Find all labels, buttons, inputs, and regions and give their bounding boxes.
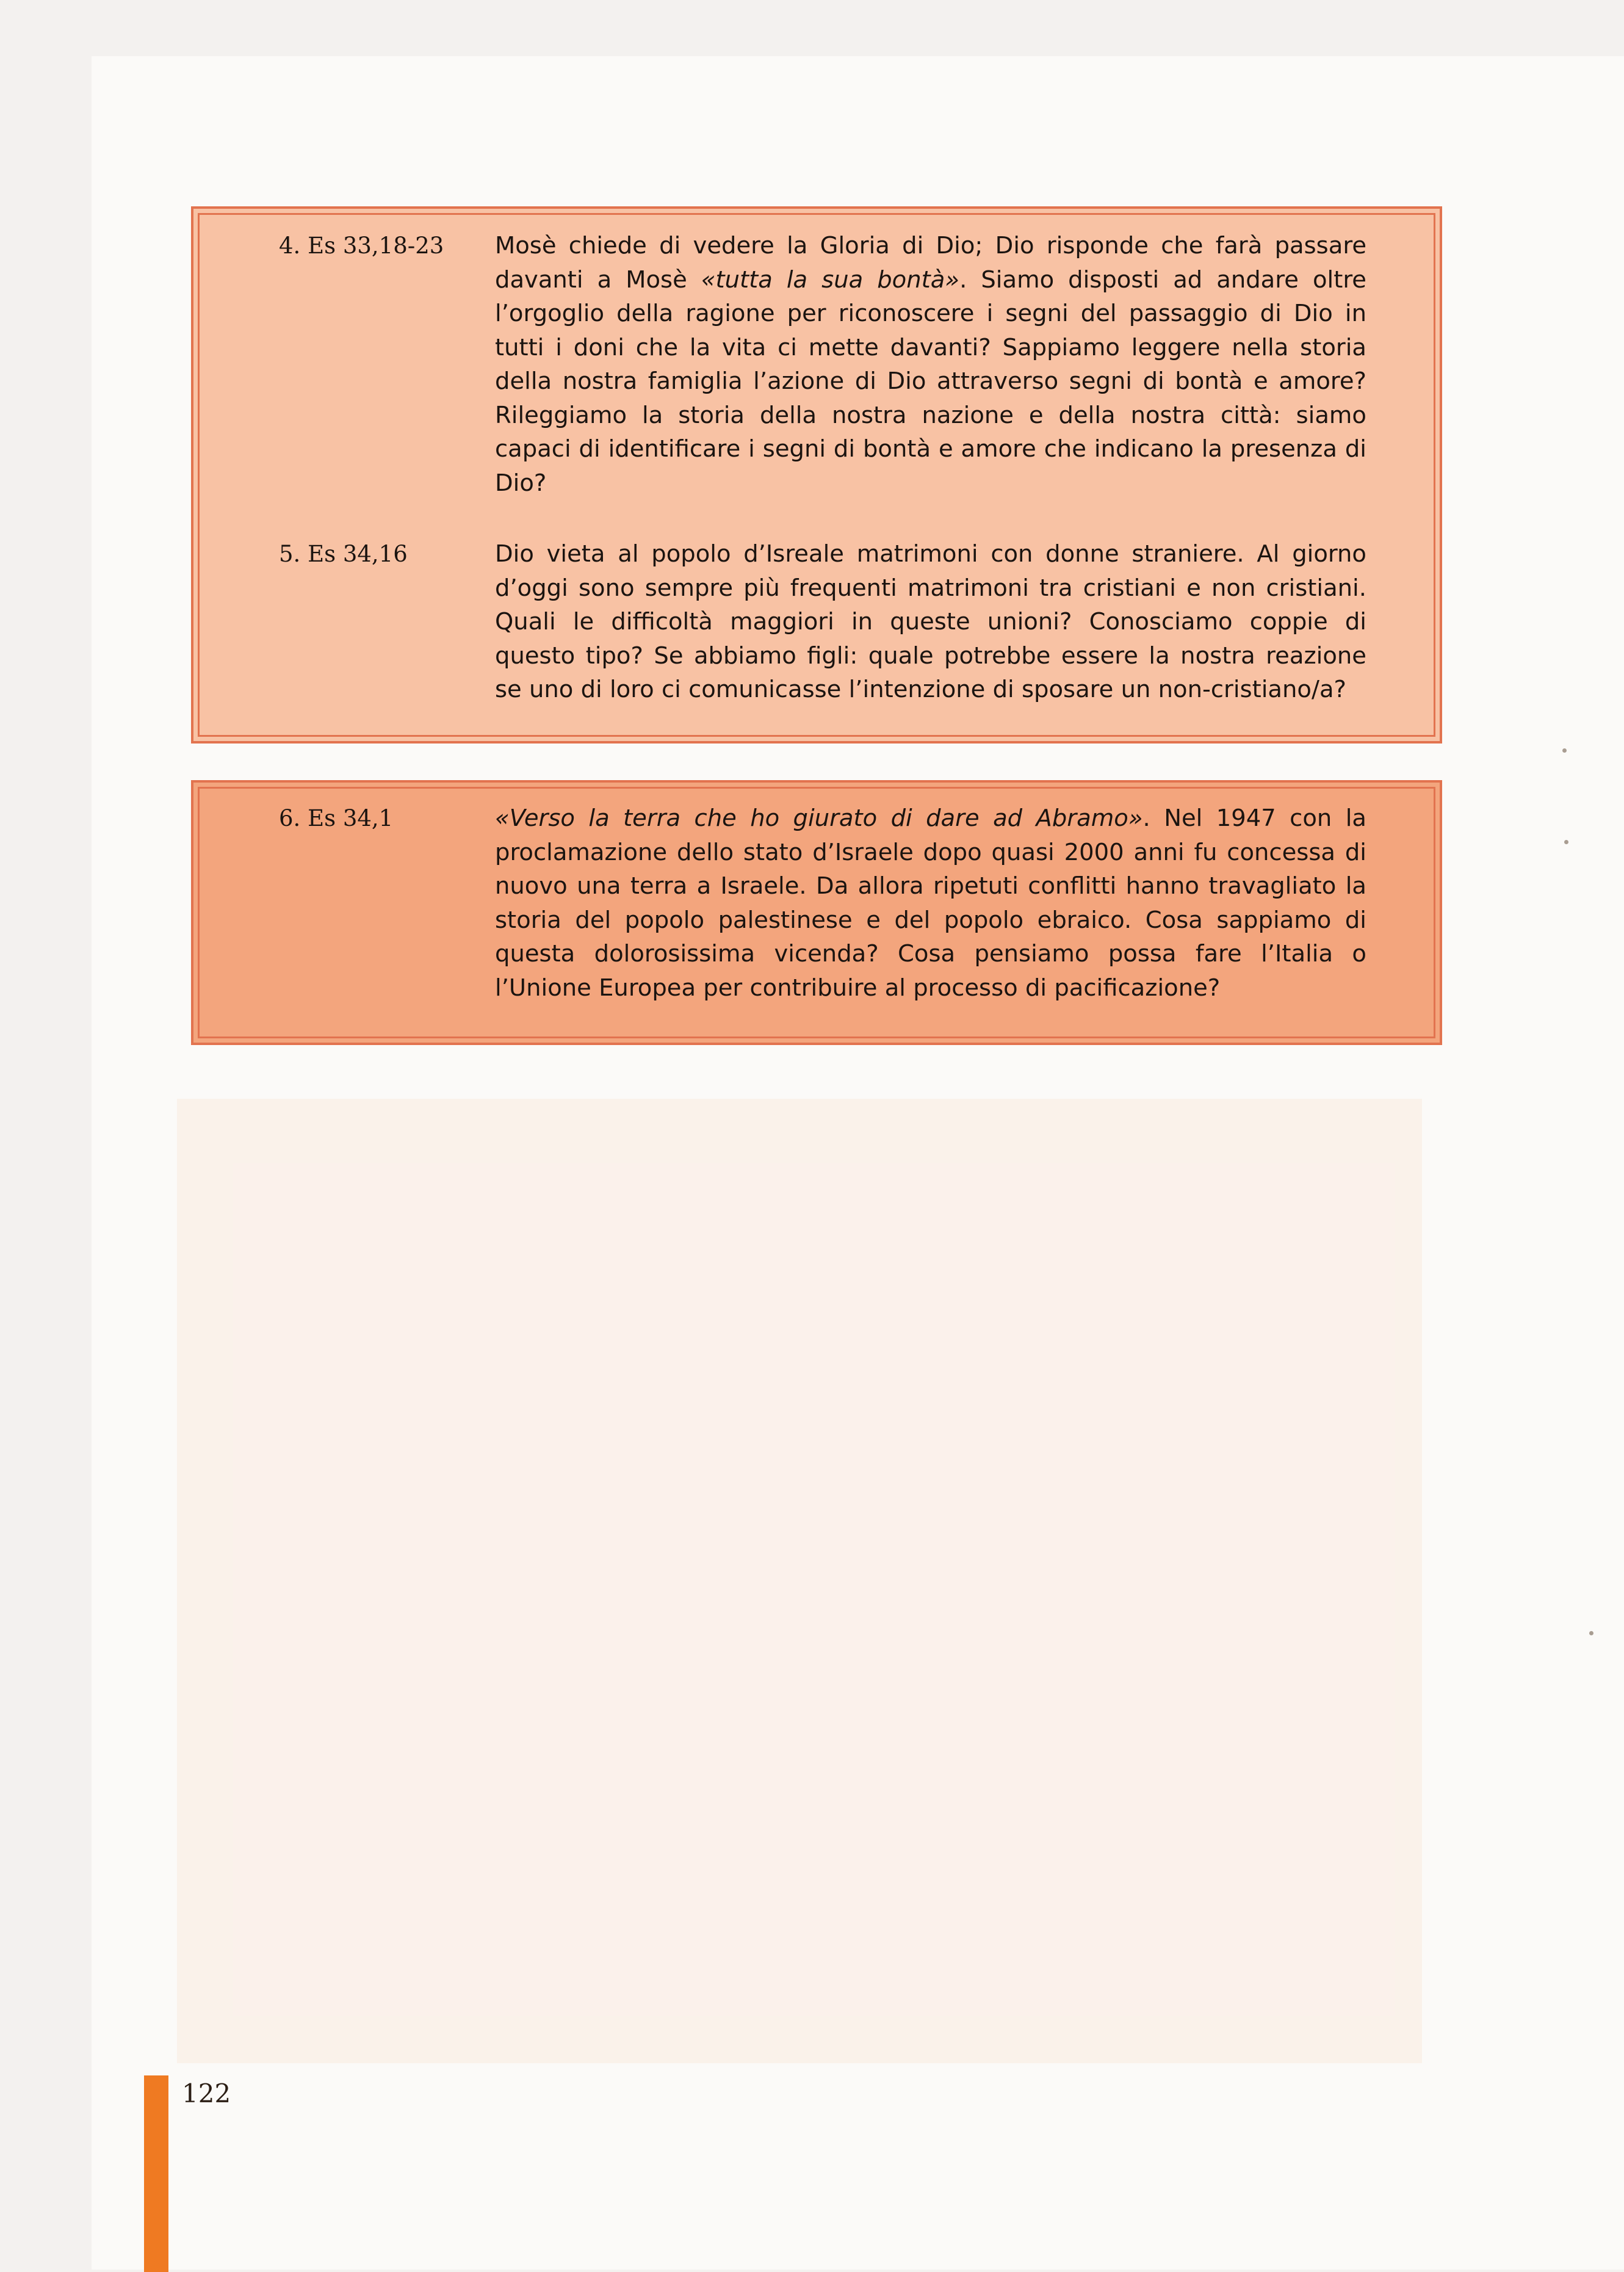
entry-text-part: Mosè chiede di vedere la Gloria di Dio; Dio risponde che farà passare davanti a Mosè bbox=[495, 232, 1366, 294]
entry-text: Dio vieta al popolo d’Isreale matrimoni con donne straniere. Al giorno d’oggi sono sempre più frequenti matrimoni tra cristiani e non cristiani. Quali le difficoltà maggiori in queste unioni? Conosciamo coppie di questo tipo? Se abbiamo figli: quale potrebbe essere la nostra reazione se uno di loro ci comunicasse l’intenzione di sposare un non-cristiano/a? bbox=[495, 540, 1366, 703]
page-number: 122 bbox=[182, 2078, 231, 2108]
reflection-panel-bottom bbox=[191, 780, 1442, 1045]
entry-text-part: . Nel 1947 con la proclamazione dello stato d’Israele dopo quasi 2000 anni fu concessa di nuovo una terra a Israele. Da allora ripetuti conflitti hanno travagliato la storia del popolo palestinese e del popolo ebraico. Cosa sappiamo di questa dolorosissima vicenda? Cosa pensiamo possa fare l’Italia o l’Unione Europea per contribuire al processo di pacificazione? bbox=[495, 805, 1367, 1002]
scan-speck bbox=[1589, 1631, 1593, 1635]
show-through-shade bbox=[177, 1099, 1422, 2063]
scan-speck bbox=[1562, 748, 1567, 753]
entry-quote: «tutta la sua bontà» bbox=[701, 266, 960, 294]
entry-es-34-1 bbox=[279, 801, 1366, 1005]
entry-es-33 bbox=[279, 229, 1366, 500]
entry-quote: «Verso la terra che ho giurato di dare ad Abramo» bbox=[495, 805, 1143, 832]
entry-reference: 4. Es 33,18-23 bbox=[279, 233, 444, 259]
entry-text-part: . Siamo disposti ad andare oltre l’orgoglio della ragione per riconoscere i segni del passaggio di Dio in tutti i doni che la vita ci mette davanti? Sappiamo leggere nella storia della nostra famiglia l’azione di Dio attraverso segni di bontà e amore? Rileggiamo la storia della nostra nazione e della nostra città: siamo capaci di identificare i segni di bontà e amore che indicano la presenza di Dio? bbox=[495, 266, 1366, 497]
entry-text bbox=[495, 801, 1366, 1005]
entry-es-34-16 bbox=[279, 537, 1366, 707]
reflection-panel-bottom-frame bbox=[198, 787, 1435, 1038]
entry-reference: 6. Es 34,1 bbox=[279, 805, 394, 831]
reflection-panel-top-frame bbox=[198, 213, 1435, 737]
entry-text bbox=[495, 229, 1366, 500]
page-marker-bar bbox=[144, 2075, 168, 2272]
scan-speck bbox=[1564, 840, 1568, 844]
entry-reference: 5. Es 34,16 bbox=[279, 541, 408, 567]
reflection-panel-top bbox=[191, 206, 1442, 743]
